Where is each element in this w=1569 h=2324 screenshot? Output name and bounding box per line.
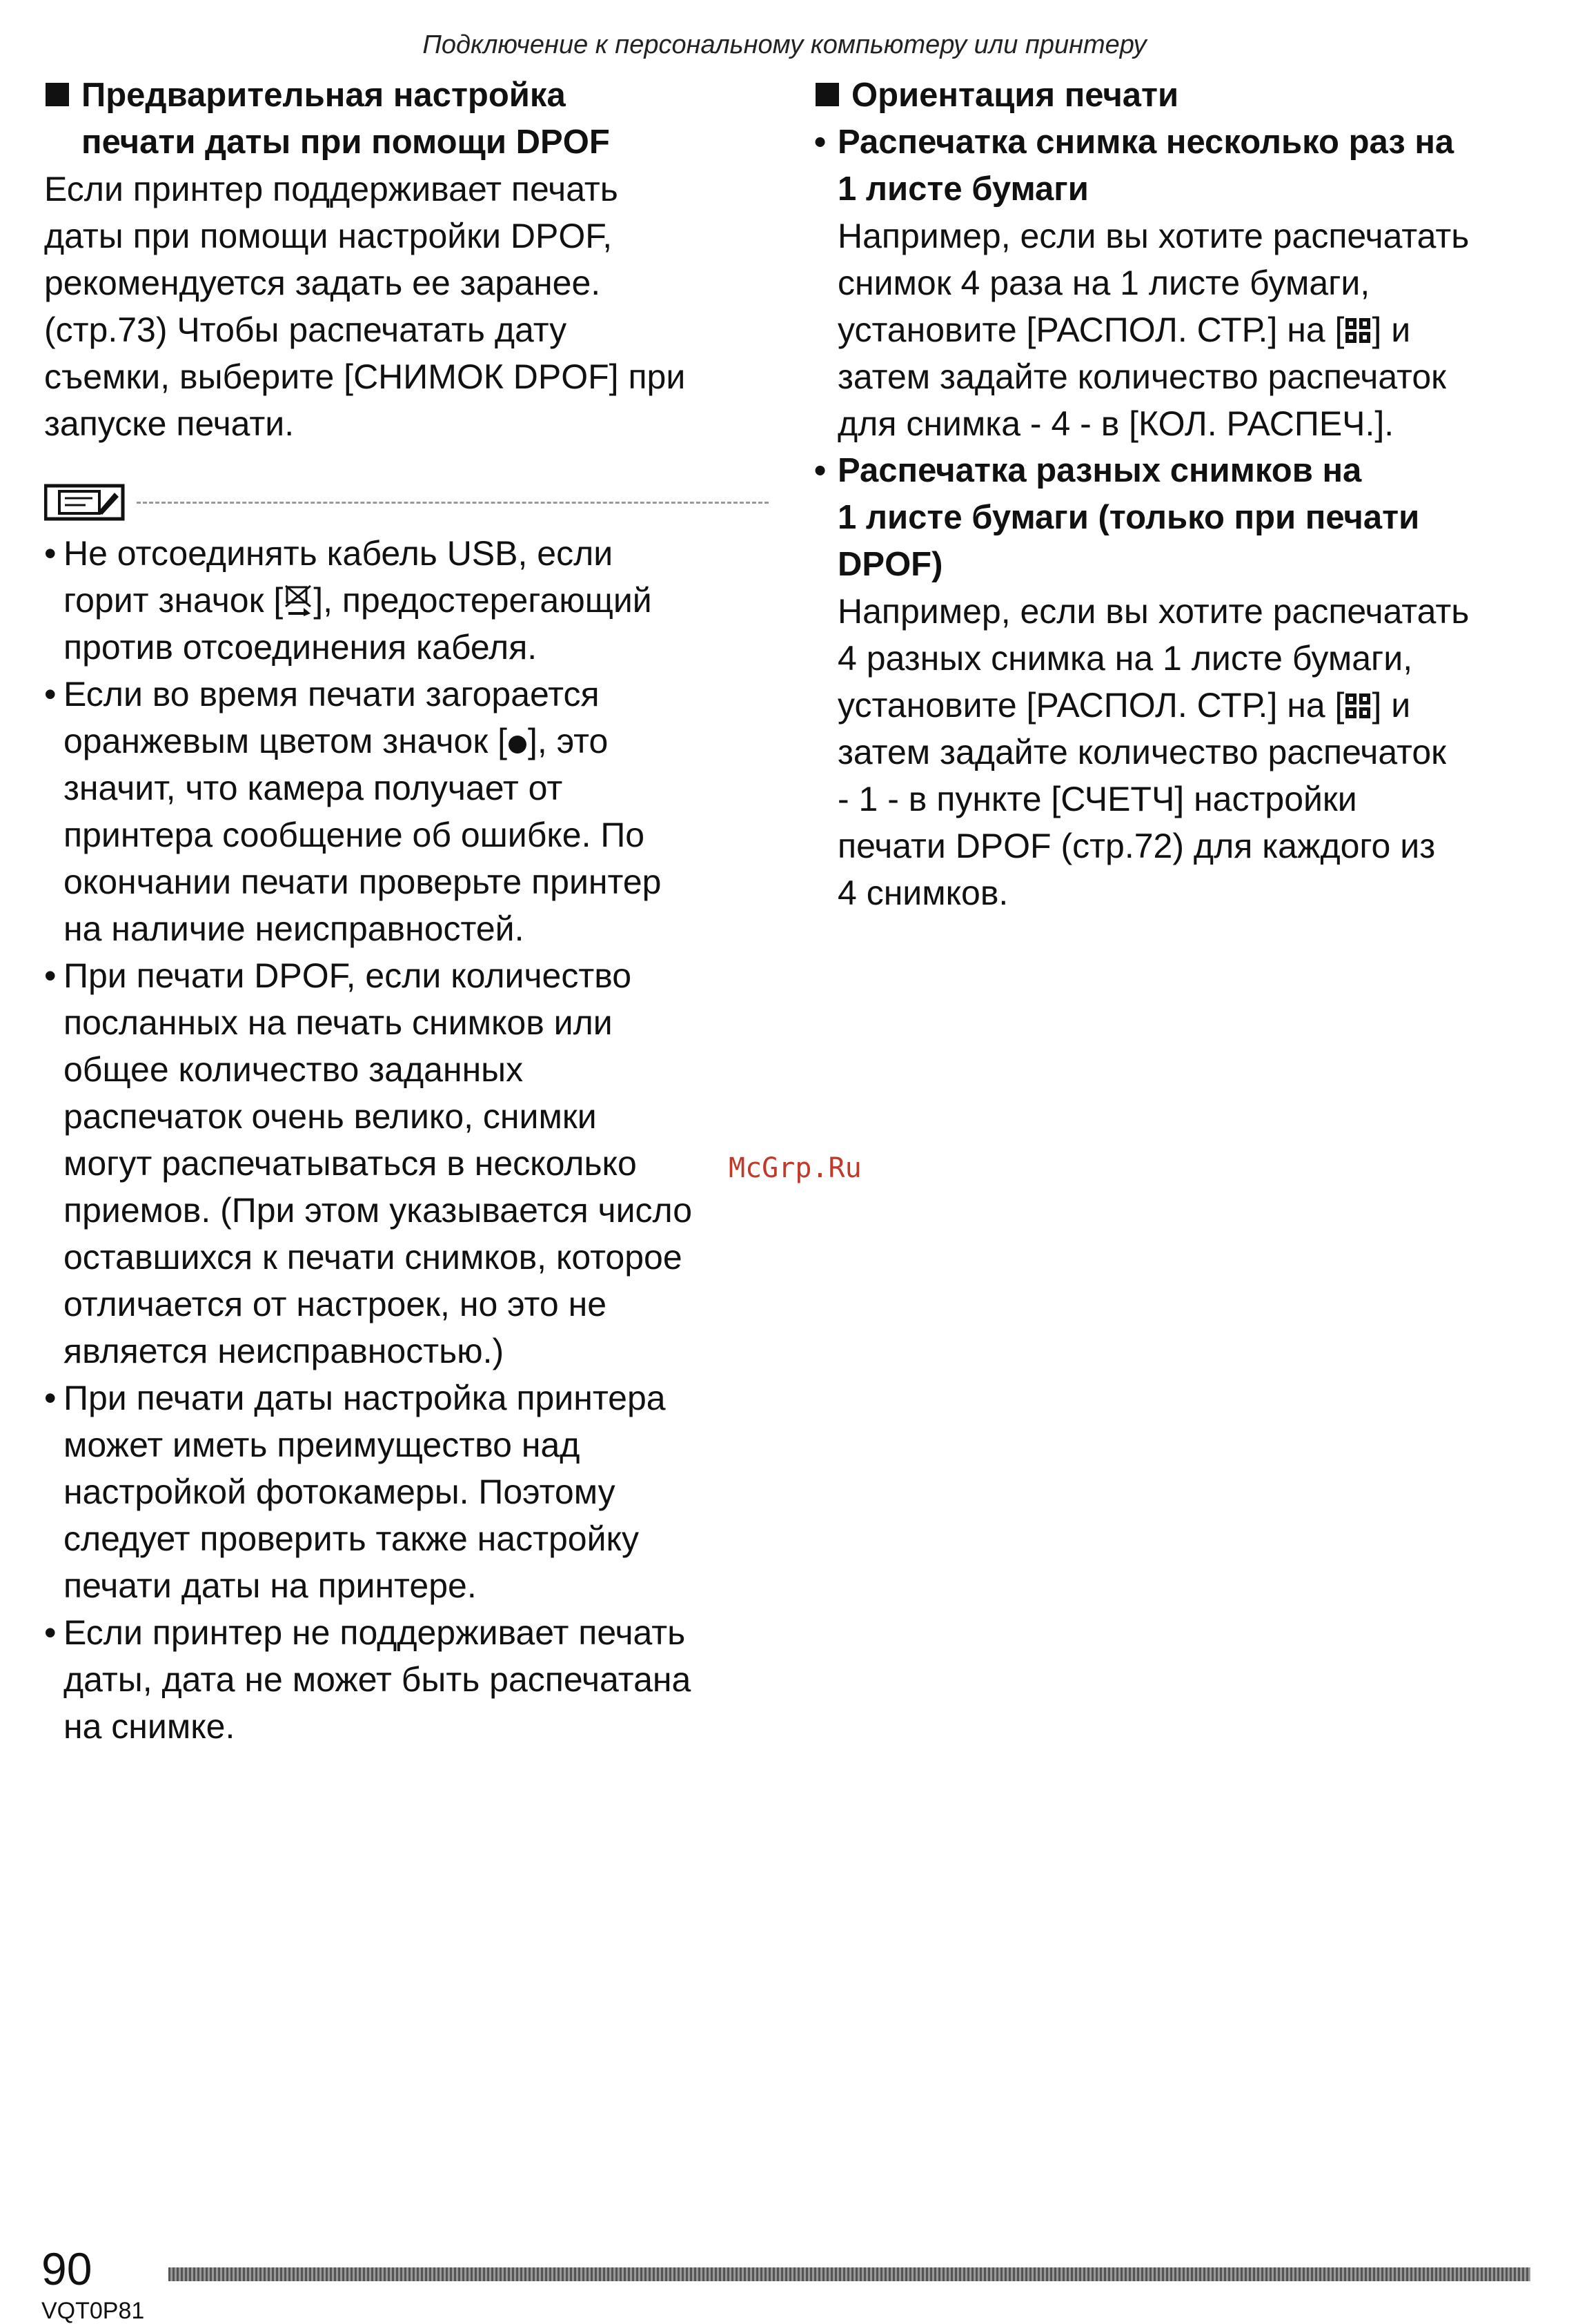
note-item: • Если во время печати загорается оранжевым цветом значок [ ], это значит, что камера получает от принтера сообщение об ошибке. По окончании печати проверьте принтер на наличие неисправностей. (44, 671, 769, 952)
square-bullet-icon (816, 83, 839, 106)
watermark: McGrp.Ru (729, 1152, 862, 1184)
note-pencil-icon (44, 483, 127, 522)
note-item: • Не отсоединять кабель USB, если горит значок [ ], предостерегающий против отсоединения кабеля. (44, 530, 769, 671)
multiple-copies-paragraph: Например, если вы хотите распечатать снимок 4 раза на 1 листе бумаги, установите [РАСПОЛ. СТР.] на [ ] и затем задайте количество распечаток для снимка - 4 - в [КОЛ. РАСПЕЧ.]. (838, 217, 1470, 443)
note-item: • При печати DPOF, если количество посланных на печать снимков или общее количество заданных распечаток очень велико, снимки могут распечатываться в несколько приемов. (При этом указывается число оставшихся к печати снимков, которое отличается от настроек, но это не является неисправностью.) (44, 952, 769, 1375)
subheading-multiple-copies: • Распечатка снимка несколько раз на 1 листе бумаги (814, 119, 1532, 213)
four-up-layout-icon (1344, 315, 1372, 346)
different-pictures-paragraph: Например, если вы хотите распечатать 4 разных снимка на 1 листе бумаги, установите [РАСПОЛ. СТР.] на [ ] и затем задайте количество распечаток - 1 - в пункте [СЧЕТЧ] настройки печати DPOF (стр.72) для каждого из 4 снимков. (838, 592, 1470, 912)
footer-bar (168, 2267, 1530, 2281)
bullet-dot: • (44, 1379, 57, 1417)
dashed-rule (137, 502, 769, 504)
orange-dot-icon (507, 729, 528, 757)
square-bullet-icon (46, 83, 69, 106)
right-column (814, 72, 1532, 916)
bullet-dot: • (814, 452, 827, 489)
left-column (44, 72, 769, 1750)
usb-disconnect-icon (283, 584, 313, 616)
bullet-dot: • (44, 675, 57, 713)
section-heading-print-orientation: Ориентация печати (814, 72, 1532, 119)
notes-divider (44, 483, 769, 522)
dpof-date-paragraph: Если принтер поддерживает печать даты при помощи настройки DPOF, рекомендуется задать ее заранее. (стр.73) Чтобы распечатать дату съемки, выберите [СНИМОК DPOF] при запуске печати. (44, 170, 686, 443)
note-item: • При печати даты настройка принтера может иметь преимущество над настройкой фотокамеры. Поэтому следует проверить также настройку печати даты на принтере. (44, 1375, 769, 1609)
bullet-dot: • (814, 124, 827, 161)
note-item: • Если принтер не поддерживает печать даты, дата не может быть распечатана на снимке. (44, 1609, 769, 1750)
four-up-layout-icon (1344, 691, 1372, 721)
bullet-dot: • (44, 956, 57, 995)
section-heading-dpof-date: Предварительная настройка печати даты при помощи DPOF (44, 72, 769, 166)
subheading-different-pictures: • Распечатка разных снимков на 1 листе бумаги (только при печати DPOF) (814, 447, 1532, 588)
document-code: VQT0P81 (41, 2298, 145, 2324)
page-number: 90 (41, 2243, 92, 2294)
running-header: Подключение к персональному компьютеру или принтеру (422, 30, 1147, 59)
bullet-dot: • (44, 1613, 57, 1652)
bullet-dot: • (44, 534, 57, 573)
